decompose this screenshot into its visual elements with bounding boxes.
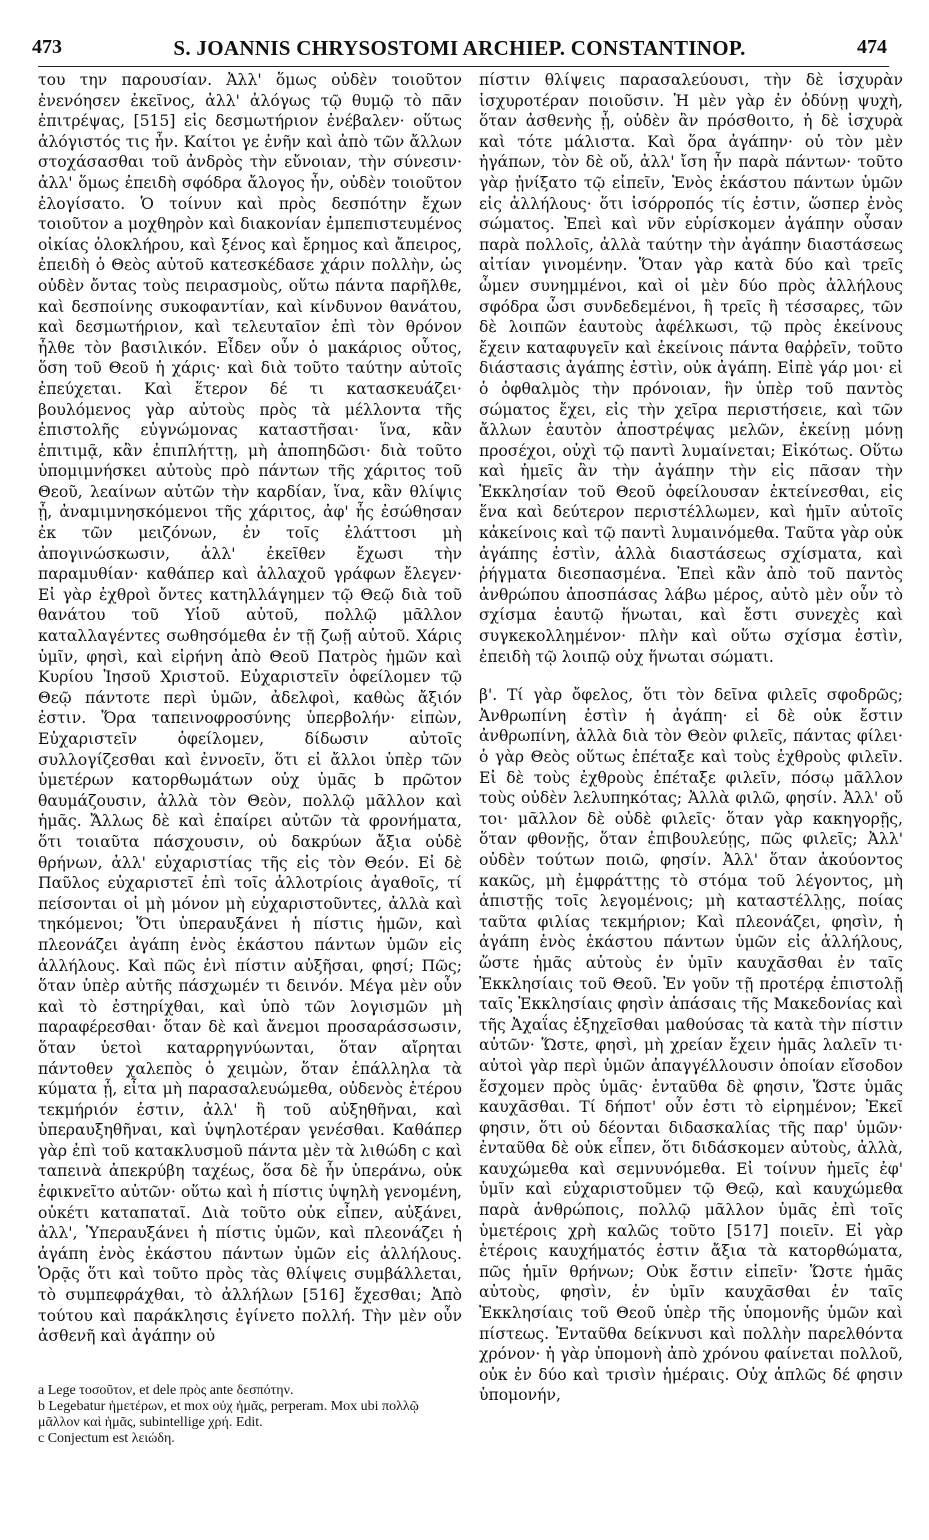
footnote-b: b Legebatur ἡμετέρων, et mox οὐχ ἡμᾶς, perperam. Mox ubi πολλῷ μᾶλλον καὶ ἡμᾶς, subintellige χρή. Edit. [38, 1399, 419, 1430]
left-column-text: του την παρουσίαν. Ἀλλ' ὅμως οὐδὲν τοιοῦτον ἐνενόησεν ἐκεῖνος, ἀλλ' ἀλόγως τῷ θυμῷ τὸ πᾶν ἐπιτρέψας, [515] εἰς δεσμωτήριον ἐνέβαλεν· οὕτως ἀλόγιστός τις ἦν. Καίτοι γε ἐνῆν καὶ ἀπὸ τῶν ἄλλων στοχάσασθαι τοῦ ἀνδρὸς τὴν εὔνοιαν, τὴν σύνεσιν· ἀλλ' ὅμως ἐπειδὴ σφόδρα ἄλογος ἦν, οὐδὲν τοιοῦτον ἐλογίσατο. Ὁ τοίνυν καὶ πρὸς δεσπότην ἔχων τοιοῦτον a μοχθηρὸν καὶ διακονίαν ἐμπεπιστευμένος οἰκίας ὁλοκλήρου, καὶ ξένος καὶ ἔρημος καὶ ἄπειρος, ἐπειδὴ ὁ Θεὸς αὐτοῦ κατεσκέδασε χάριν πολλὴν, ὡς οὐδὲν ὄντας τοὺς πειρασμοὺς, οὕτω πάντα παρῆλθε, καὶ δεσποίνης συκοφαντίαν, καὶ κίνδυνον θανάτου, καὶ δεσμωτήριον, καὶ τελευταῖον ἐπὶ τὸν θρόνον ἦλθε τὸν βασιλικόν. Εἶδεν οὖν ὁ μακάριος οὗτος, ὅση τοῦ Θεοῦ ἡ χάρις· καὶ διὰ τοῦτο ταύτην αὐτοῖς ἐπεύχεται. Καὶ ἕτερον δέ τι κατασκευάζει· βουλόμενος γὰρ αὐτοὺς πρὸς τὰ μέλλοντα τῆς ἐπιστολῆς εὐγνώμονας καταστῆσαι· ἵνα, κἂν ἐπιτιμᾷ, κἂν ἐπιπλήττῃ, μὴ ἀποπηδῶσι· διὰ τοῦτο ὑπομιμνήσκει αὐτοὺς πρὸ πάντων τῆς χάριτος τοῦ Θεοῦ, λεαίνων αὐτῶν τὴν καρδίαν, ἵνα, κἂν θλίψις ᾖ, ἀναμιμνησκόμενοι τῆς χάριτος, ἀφ' ἧς ἐσώθησαν ἐκ τῶν μειζόνων, ἐν τοῖς ἐλάττοσι μὴ ἀπογινώσκωσιν, ἀλλ' ἐκεῖθεν ἔχωσι τὴν παραμυθίαν· καθάπερ καὶ ἀλλαχοῦ γράφων ἔλεγεν· Εἰ γὰρ ἐχθροὶ ὄντες κατηλλάγημεν τῷ Θεῷ διὰ τοῦ θανάτου τοῦ Υἱοῦ αὐτοῦ, πολλῷ μᾶλλον καταλλαγέντες σωθησόμεθα ἐν τῇ ζωῇ αὐτοῦ. Χάρις ὑμῖν, φησὶ, καὶ εἰρήνη ἀπὸ Θεοῦ Πατρὸς ἡμῶν καὶ Κυρίου Ἰησοῦ Χριστοῦ. Εὐχαριστεῖν ὀφείλομεν τῷ Θεῷ πάντοτε περὶ ὑμῶν, ἀδελφοὶ, καθὼς ἄξιόν ἐστιν. Ὅρα ταπεινοφροσύνης ὑπερβολήν· εἰπὼν, Εὐχαριστεῖν ὀφείλομεν, δίδωσιν αὐτοῖς συλλογίζεσθαι καὶ ἐννοεῖν, ὅτι εἰ ἄλλοι ὑπὲρ τῶν ὑμετέρων κατορθωμάτων οὐχ ὑμᾶς b πρῶτον θαυμάζουσιν, ἀλλὰ τὸν Θεὸν, πολλῷ μᾶλλον καὶ ἡμᾶς. Ἄλλως δὲ καὶ ἐπαίρει αὐτῶν τὰ φρονήματα, ὅτι τοιαῦτα πάσχουσιν, οὐ δακρύων ἄξια οὐδὲ θρήνων, ἀλλ' εὐχαριστίας τῆς εἰς τὸν Θεόν. Εἰ δὲ Παῦλος εὐχαριστεῖ ἐπὶ τοῖς ἀλλοτρίοις ἀγαθοῖς, τί πείσονται οἱ μὴ μόνον μὴ εὐχαριστοῦντες, ἀλλὰ καὶ τηκόμενοι; Ὅτι ὑπεραυξάνει ἡ πίστις ἡμῶν, καὶ πλεονάζει ἀγάπη ἑνὸς ἑκάστου πάντων ὑμῶν εἰς ἀλλήλους. Καὶ πῶς ἐνὶ πίστιν αὐξῆσαι, φησί; Πῶς; ὅταν ὑπὲρ αὐτῆς πάσχωμέν τι δεινόν. Μέγα μὲν οὖν καὶ τὸ ἐστηρίχθαι, καὶ ὑπὸ τῶν λογισμῶν μὴ παραφέρεσθαι· ὅταν δὲ καὶ ἄνεμοι προσαράσσωσιν, ὅταν ὑετοὶ καταρρηγνύωνται, ὅταν αἴρηται πάντοθεν χαλεπὸς ὁ χειμὼν, ὅταν ἐπάλληλα τὰ κύματα ᾖ, εἶτα μὴ παρασαλευώμεθα, οὐδενὸς ἑτέρου τεκμήριόν ἐστιν, ἀλλ' ἢ τοῦ αὐξηθῆναι, καὶ ὑπεραυξηθῆναι, καὶ ὑψηλοτέραν γενέσθαι. Καθάπερ γὰρ ἐπὶ τοῦ κατακλυσμοῦ πάντα μὲν τὰ λιθώδη c καὶ ταπεινὰ ἀπεκρύβη ταχέως, ὅσα δὲ ἦν ὑπεράνω, οὐκ ἐφικνεῖτο αὐτῶν· οὕτω καὶ ἡ πίστις ὑψηλὴ γενομένη, οὐκέτι καταπαταῖ. Διὰ τοῦτο οὐκ εἶπεν, αὐξάνει, ἀλλ', Ὑπεραυξάνει ἡ πίστις ὑμῶν, καὶ πλεονάζει ἡ ἀγάπη ἑνὸς ἑκάστου πάντων ὑμῶν εἰς ἀλλήλους. Ὁρᾷς ὅτι καὶ τοῦτο πρὸς τὰς θλίψεις συμβάλλεται, τὸ συμπεφράχθαι, τὸ ἀλλήλων [516] ἔχεσθαι; Ἀπὸ τούτου καὶ παράκλησις ἐγίνετο πολλή. Τὴν μὲν οὖν ἀσθενῆ καὶ ἀγάπην οὐ [38, 71, 462, 1346]
footnote-c: c Conjectum est λειώδη. [38, 1431, 175, 1446]
page-number-left: 473 [32, 36, 62, 58]
running-header [30, 28, 889, 68]
footnotes [38, 1383, 462, 1447]
right-column-text: πίστιν θλίψεις παρασαλεύουσι, τὴν δὲ ἰσχυρὰν ἰσχυροτέραν ποιοῦσιν. Ἡ μὲν γὰρ ἐν ὀδύνῃ ψυχὴ, ὅταν ἀσθενὴς ᾖ, οὐδὲν ἂν πρόσθοιτο, ἡ δὲ ἰσχυρὰ καὶ τότε μάλιστα. Καὶ ὅρα ἀγάπην· οὐ τὸν μὲν ἠγάπων, τὸν δὲ οὔ, ἀλλ' ἴση ἦν παρὰ πάντων· τοῦτο γὰρ ᾐνίξατο τῷ εἰπεῖν, Ἑνὸς ἑκάστου πάντων ὑμῶν εἰς ἀλλήλους· ὅτι ἰσόρροπός τίς ἐστιν, ὥσπερ ἑνὸς σώματος. Ἐπεὶ καὶ νῦν εὑρίσκομεν ἀγάπην οὖσαν παρὰ πολλοῖς, ἀλλὰ ταύτην τὴν ἀγάπην διαστάσεως αἰτίαν γινομένην. Ὅταν γὰρ κατὰ δύο καὶ τρεῖς ὦμεν συνημμένοι, καὶ οἱ μὲν δύο πρὸς ἀλλήλους σφόδρα ὦσι συνδεδεμένοι, ἢ τρεῖς ἢ τέσσαρες, τῶν δὲ λοιπῶν ἑαυτοὺς ἀφέλκωσι, τῷ πρὸς ἐκείνους ἔχειν καταφυγεῖν καὶ ἐκείνοις πάντα θαῤῥεῖν, τοῦτο διάστασις ἀγάπης ἐστὶν, οὐκ ἀγάπη. Εἰπὲ γάρ μοι· εἰ ὁ ὀφθαλμὸς τὴν πρόνοιαν, ἣν ὑπὲρ τοῦ παντὸς σώματος ἔχει, εἰς τὴν χεῖρα περιστήσειε, καὶ τῶν ἄλλων ἑαυτὸν ἀποστρέψας μελῶν, ἐκείνῃ μόνῃ προσέχοι, οὐχὶ τῷ παντὶ λυμαίνεται; Εἰκότως. Οὕτω καὶ ἡμεῖς ἂν τὴν ἀγάπην τὴν εἰς πᾶσαν τὴν Ἐκκλησίαν τοῦ Θεοῦ ὀφείλουσαν ἐκτείνεσθαι, εἰς ἕνα καὶ δεύτερον περιστέλλωμεν, καὶ ἡμῖν αὐτοῖς κἀκείνοις καὶ τῷ παντὶ λυμαινόμεθα. Ταῦτα γὰρ οὐκ ἀγάπης ἐστὶν, ἀλλὰ διαστάσεως σχίσματα, καὶ ῥήγματα διεσπασμένα. Ἐπεὶ κἂν ἀπὸ τοῦ παντὸς ἀνθρώπου ἀποσπάσας λάβω μέρος, αὐτὸ μὲν οὖν τὸ σχίσμα ἑαυτῷ ἥνωται, καὶ ἔστι συνεχὲς καὶ συγκεκολλημένον· πλὴν καὶ οὕτω σχίσμα ἐστὶν, ἐπειδὴ τῷ λοιπῷ οὐχ ἥνωται σώματι. [479, 71, 903, 666]
right-column-section-2: β'. Τί γὰρ ὄφελος, ὅτι τὸν δεῖνα φιλεῖς σφοδρῶς; Ἀνθρωπίνη ἐστὶν ἡ ἀγάπη· εἰ δὲ οὐκ ἔστιν ἀνθρωπίνη, ἀλλὰ διὰ τὸν Θεὸν φιλεῖς, πάντας φίλει· ὁ γὰρ Θεὸς οὕτως ἐπέταξε καὶ τοὺς ἐχθροὺς φιλεῖν. Εἰ δὲ τοὺς ἐχθροὺς ἐπέταξε φιλεῖν, πόσῳ μᾶλλον τοὺς οὐδὲν λελυπηκότας; Ἀλλὰ φιλῶ, φησίν. Ἀλλ' οὔ τοι· μᾶλλον δὲ οὐδὲ φιλεῖς· ὅταν γὰρ κακηγορῇς, ὅταν φθονῇς, ὅταν ἐπιβουλεύῃς, πῶς φιλεῖς; Ἀλλ' οὐδὲν τούτων ποιῶ, φησίν. Ἀλλ' ὅταν ἀκούοντος κακῶς, μὴ ἐμφράττῃς τὸ στόμα τοῦ λέγοντος, μὴ ἀπιστῇς τοῖς λεγομένοις; μὴ καταστέλλῃς, ποίας ταῦτα φιλίας τεκμήριον; Καὶ πλεονάζει, φησὶν, ἡ ἀγάπη ἑνὸς ἑκάστου πάντων ὑμῶν εἰς ἀλλήλους, ὥστε ἡμᾶς αὐτοὺς ἐν ὑμῖν καυχᾶσθαι ἐν ταῖς Ἐκκλησίαις τοῦ Θεοῦ. Ἐν γοῦν τῇ προτέρᾳ ἐπιστολῇ ταῖς Ἐκκλησίαις φησὶν ἁπάσαις τῆς Μακεδονίας καὶ τῆς Ἀχαΐας ἐξηχεῖσθαι μαθούσας τὰ κατὰ τὴν πίστιν αὐτῶν· Ὥστε, φησὶ, μὴ χρείαν ἔχειν ἡμᾶς λαλεῖν τι· αὐτοὶ γὰρ περὶ ὑμῶν ἀπαγγέλλουσιν ὁποίαν εἴσοδον ἔσχομεν πρὸς ὑμᾶς· ἐνταῦθα δὲ φησιν, Ὥστε ὑμᾶς καυχᾶσθαι. Τί δήποτ' οὖν ἐστι τὸ εἰρημένον; Ἐκεῖ φησιν, ὅτι οὐ δέονται διδασκαλίας τῆς παρ' ὑμῶν· ἐνταῦθα δὲ οὐκ εἶπεν, ὅτι διδάσκομεν αὐτοὺς, ἀλλὰ, καυχώμεθα καὶ σεμνυνόμεθα. Εἰ τοίνυν ἡμεῖς ἐφ' ὑμῖν καὶ εὐχαριστοῦμεν τῷ Θεῷ, καὶ καυχώμεθα παρὰ ἀνθρώποις, πολλῷ μᾶλλον ὑμᾶς ἐπὶ τοῖς ὑμετέροις χρὴ καλῶς τοῦτο [517] ποιεῖν. Εἰ γὰρ ἑτέροις καυχήματός ἐστιν ἄξια τὰ κατορθώματα, πῶς ἡμῖν θρήνων; Οὐκ ἔστιν εἰπεῖν· Ὥστε ἡμᾶς αὐτοὺς, φησὶν, ἐν ὑμῖν καυχᾶσθαι ἐν ταῖς Ἐκκλησίαις τοῦ Θεοῦ ὑπὲρ τῆς ὑπομονῆς ὑμῶν καὶ πίστεως. Ἐνταῦθα δείκνυσι καὶ πολλὴν παρελθόντα χρόνον· ἡ γὰρ ὑπομονὴ ἀπὸ χρόνου φαίνεται πολλοῦ, οὐκ ἐν δύο καὶ τρισὶν ἡμέραις. Οὐχ ἁπλῶς δέ φησιν ὑπομονήν, [479, 686, 903, 1405]
page-number-right: 474 [857, 36, 887, 58]
left-column [38, 70, 462, 1347]
running-title: S. JOANNIS CHRYSOSTOMI ARCHIEP. CONSTANTINOP. [173, 36, 746, 60]
right-column [479, 70, 903, 1406]
header-rule [38, 66, 889, 67]
footnote-a: a Lege τοσοῦτον, et dele πρὸς ante δεσπότην. [38, 1383, 294, 1398]
